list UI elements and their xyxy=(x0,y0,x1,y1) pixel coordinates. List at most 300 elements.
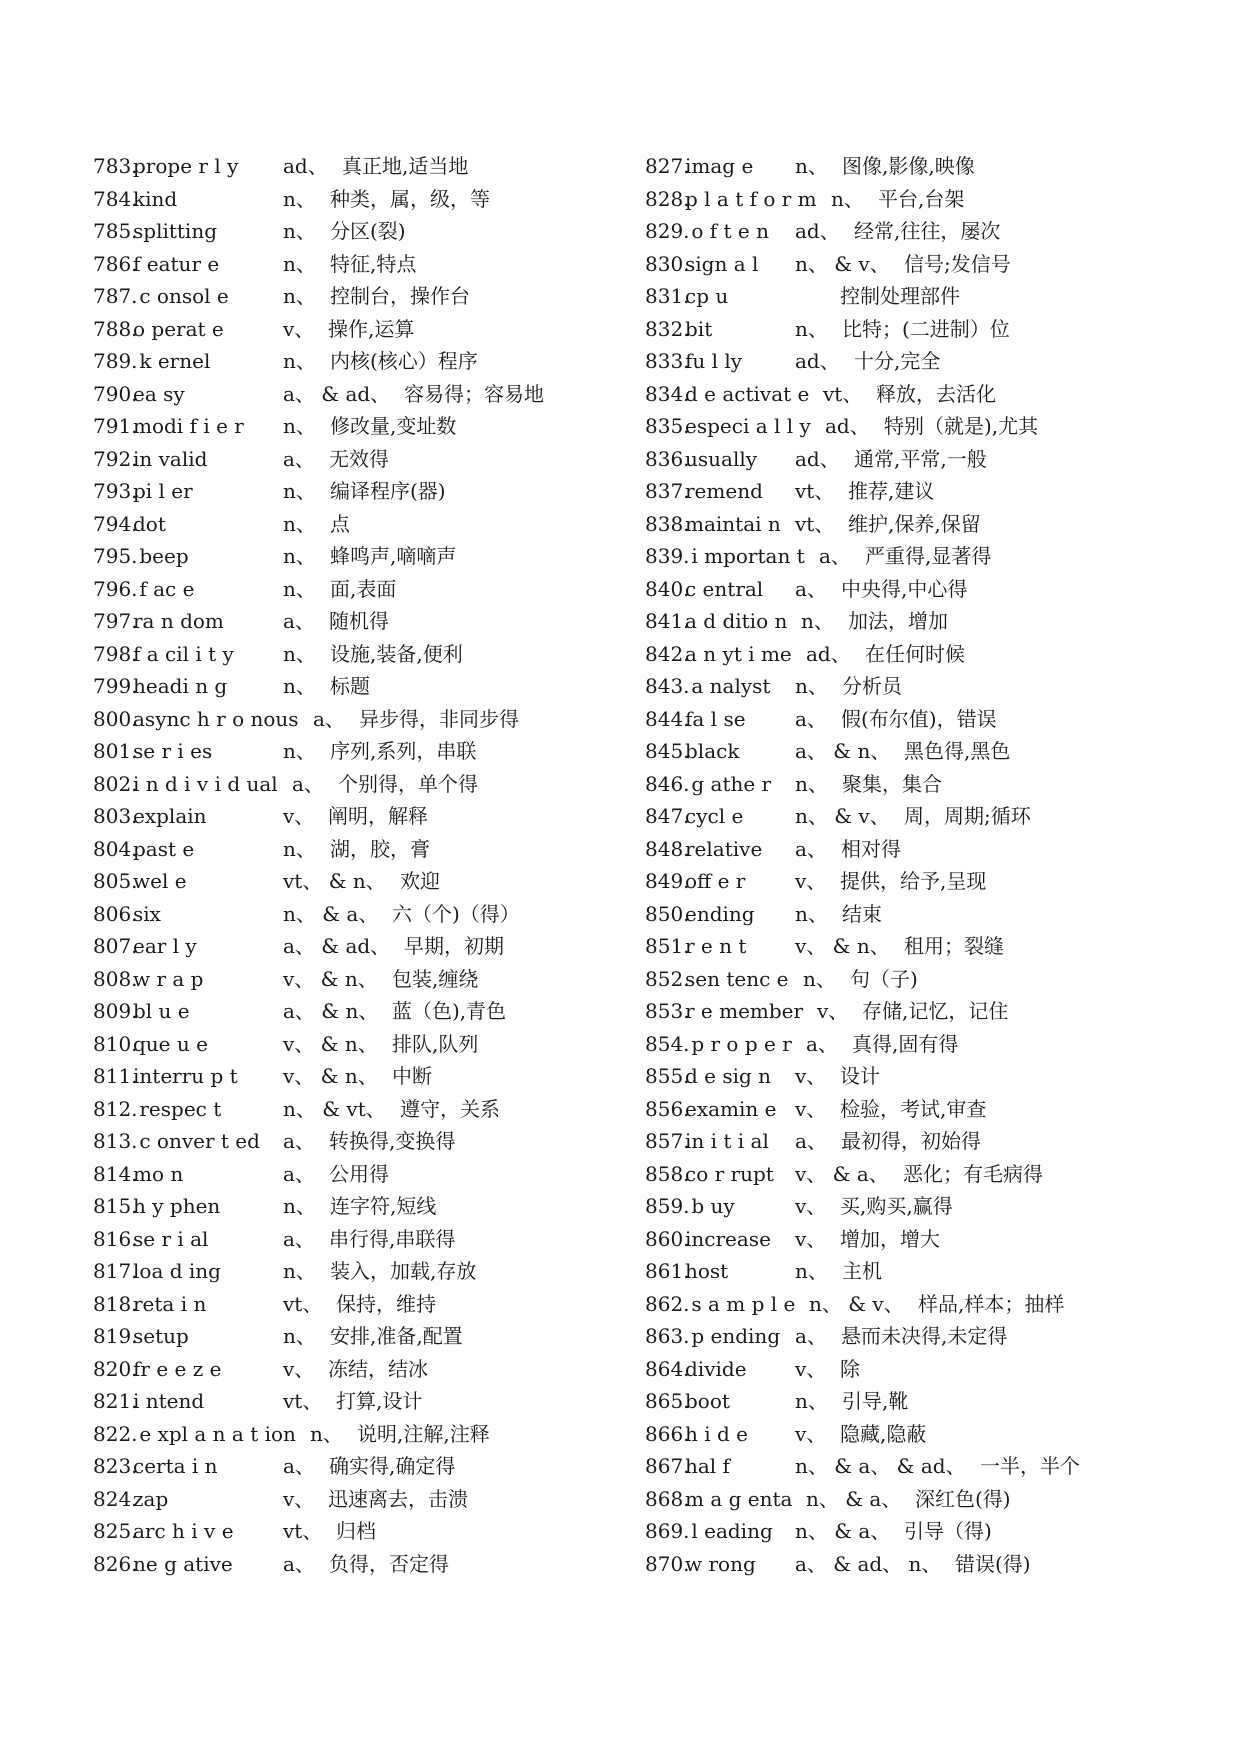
vocabulary-entry xyxy=(93,1418,633,1451)
vocabulary-entry xyxy=(645,410,1215,443)
entry-part-of-speech: a、 & n、 xyxy=(795,739,891,763)
entry-part-of-speech: ad、 xyxy=(795,219,840,243)
entry-part-of-speech: v、 xyxy=(795,1064,827,1088)
vocabulary-entry xyxy=(645,280,1215,313)
vocabulary-entry xyxy=(645,1288,1215,1321)
entry-word: in i t i al xyxy=(685,1129,769,1153)
vocabulary-entry xyxy=(645,833,1215,866)
vocabulary-entry xyxy=(93,833,633,866)
entry-number: 829. xyxy=(645,219,690,243)
entry-part-of-speech: a、 xyxy=(795,706,827,731)
entry-word: ne g ative xyxy=(133,1551,233,1576)
entry-part-of-speech: n、 xyxy=(283,349,316,373)
vocabulary-entry xyxy=(645,573,1215,606)
entry-number: 858. xyxy=(645,1161,690,1186)
entry-number: 834. xyxy=(645,381,690,406)
entry-number: 842. xyxy=(645,641,690,666)
entry-number: 790. xyxy=(93,381,138,406)
entry-part-of-speech: n、 xyxy=(283,511,316,536)
entry-meaning: 湖，胶，膏 xyxy=(330,836,430,861)
entry-number: 796. xyxy=(93,576,138,601)
entry-meaning: 图像,影像,映像 xyxy=(842,154,975,178)
entry-word: a n yt i me xyxy=(685,641,792,666)
entry-word: in valid xyxy=(133,446,208,471)
entry-meaning: 安排,准备,配置 xyxy=(330,1324,463,1348)
vocabulary-entry xyxy=(93,1125,633,1158)
entry-number: 809. xyxy=(93,999,138,1023)
entry-part-of-speech: n、 xyxy=(795,771,828,796)
entry-word: o perat e xyxy=(133,316,224,341)
vocabulary-entry xyxy=(93,150,633,183)
vocabulary-entry xyxy=(645,345,1215,378)
entry-part-of-speech: ad、 xyxy=(795,349,840,373)
vocabulary-entry xyxy=(645,638,1215,671)
entry-number: 860. xyxy=(645,1226,690,1251)
vocabulary-entry xyxy=(645,1060,1215,1093)
entry-meaning: 阐明，解释 xyxy=(328,804,428,828)
entry-number: 846. xyxy=(645,771,690,796)
entry-number: 818. xyxy=(93,1291,138,1316)
entry-word: certa i n xyxy=(133,1454,218,1478)
entry-number: 864. xyxy=(645,1356,690,1381)
entry-part-of-speech: v、 xyxy=(795,1421,827,1446)
vocabulary-entry xyxy=(93,1060,633,1093)
entry-meaning: 存储,记忆，记住 xyxy=(862,999,1009,1023)
entry-number: 866. xyxy=(645,1421,690,1446)
entry-word: respec t xyxy=(133,1096,222,1121)
entry-word: explain xyxy=(133,804,207,828)
entry-word: p l a t f o r m xyxy=(685,186,817,211)
entry-part-of-speech: a、 xyxy=(283,1551,315,1576)
entry-word: p ending xyxy=(685,1324,781,1348)
entry-word: ending xyxy=(685,901,755,926)
entry-part-of-speech: ad、 xyxy=(795,446,840,471)
entry-meaning: 设施,装备,便利 xyxy=(330,641,463,666)
entry-part-of-speech: n、 xyxy=(795,316,828,341)
vocabulary-entry xyxy=(645,1450,1215,1483)
entry-part-of-speech: n、 xyxy=(283,186,316,211)
entry-word: examin e xyxy=(685,1096,777,1121)
vocabulary-entry xyxy=(93,313,633,346)
entry-number: 788. xyxy=(93,316,138,341)
entry-number: 840. xyxy=(645,576,690,601)
entry-meaning: 串行得,串联得 xyxy=(329,1226,456,1251)
entry-meaning: 隐藏,隐蔽 xyxy=(840,1421,927,1446)
entry-part-of-speech: a、 xyxy=(795,1324,827,1348)
entry-number: 802. xyxy=(93,771,138,796)
entry-word: usually xyxy=(685,446,758,471)
entry-part-of-speech: v、 xyxy=(283,1356,315,1381)
entry-part-of-speech: ad、 xyxy=(283,154,328,178)
entry-part-of-speech: v、 & n、 xyxy=(283,966,378,991)
entry-meaning: 聚集，集合 xyxy=(842,771,942,796)
entry-word: f ac e xyxy=(133,576,195,601)
entry-word: setup xyxy=(133,1324,189,1348)
vocabulary-entry xyxy=(645,378,1215,411)
vocabulary-entry xyxy=(93,508,633,541)
entry-meaning: 比特；(二进制）位 xyxy=(842,316,1010,341)
vocabulary-entry xyxy=(93,800,633,833)
entry-part-of-speech: v、 xyxy=(795,1356,827,1381)
entry-word: sign a l xyxy=(685,251,759,276)
entry-part-of-speech: n、 xyxy=(283,1324,316,1348)
entry-part-of-speech: n、 & v、 xyxy=(795,804,890,828)
entry-part-of-speech: v、 xyxy=(283,804,315,828)
entry-meaning: 六（个)（得） xyxy=(392,901,520,926)
entry-meaning: 加法，增加 xyxy=(848,609,948,633)
entry-meaning: 引导,靴 xyxy=(842,1389,909,1413)
vocabulary-entry xyxy=(93,963,633,996)
entry-meaning: 控制台，操作台 xyxy=(330,284,470,308)
entry-meaning: 句（子) xyxy=(850,966,918,991)
vocabulary-entry xyxy=(645,1223,1215,1256)
entry-meaning: 无效得 xyxy=(329,446,389,471)
entry-number: 795. xyxy=(93,544,138,568)
vocabulary-entry xyxy=(645,540,1215,573)
vocabulary-entry xyxy=(93,540,633,573)
entry-part-of-speech: n、 xyxy=(283,414,316,438)
entry-meaning: 结束 xyxy=(842,901,882,926)
vocabulary-entry xyxy=(93,1288,633,1321)
entry-number: 806. xyxy=(93,901,138,926)
entry-number: 849. xyxy=(645,869,690,893)
entry-word: divide xyxy=(685,1356,747,1381)
entry-word: off e r xyxy=(685,869,746,893)
entry-number: 805. xyxy=(93,869,138,893)
entry-word: d e activat e xyxy=(685,381,810,406)
entry-number: 869. xyxy=(645,1519,690,1543)
vocabulary-entry xyxy=(93,1190,633,1223)
entry-meaning: 真正地,适当地 xyxy=(342,154,469,178)
entry-part-of-speech: v、 & n、 xyxy=(283,1064,378,1088)
entry-number: 816. xyxy=(93,1226,138,1251)
entry-word: past e xyxy=(133,836,195,861)
entry-word: maintai n xyxy=(685,511,781,536)
entry-word: bit xyxy=(685,316,713,341)
entry-part-of-speech: a、 xyxy=(795,576,827,601)
entry-part-of-speech: n、 xyxy=(283,836,316,861)
entry-part-of-speech: a、 xyxy=(283,1454,315,1478)
entry-meaning: 设计 xyxy=(840,1064,880,1088)
entry-number: 819. xyxy=(93,1324,138,1348)
entry-meaning: 迅速离去，击溃 xyxy=(328,1486,468,1511)
entry-part-of-speech: vt、 xyxy=(823,381,863,406)
entry-number: 814. xyxy=(93,1161,138,1186)
entry-part-of-speech: n、 xyxy=(795,901,828,926)
entry-number: 843. xyxy=(645,674,690,698)
vocabulary-entry xyxy=(645,313,1215,346)
entry-part-of-speech: n、 xyxy=(283,674,316,698)
entry-part-of-speech: v、 xyxy=(817,999,849,1023)
entry-number: 861. xyxy=(645,1259,690,1283)
vocabulary-entry xyxy=(645,248,1215,281)
entry-number: 789. xyxy=(93,349,138,373)
entry-number: 821. xyxy=(93,1389,138,1413)
entry-number: 851. xyxy=(645,934,690,958)
entry-number: 826. xyxy=(93,1551,138,1576)
entry-part-of-speech: vt、 & n、 xyxy=(283,869,386,893)
entry-part-of-speech: a、 & ad、 n、 xyxy=(795,1551,942,1576)
vocabulary-entry xyxy=(645,1320,1215,1353)
entry-part-of-speech: a、 xyxy=(313,706,345,731)
vocabulary-entry xyxy=(645,930,1215,963)
vocabulary-entry xyxy=(93,248,633,281)
entry-word: k ernel xyxy=(133,349,211,373)
vocabulary-entry xyxy=(645,1353,1215,1386)
entry-part-of-speech: a、 xyxy=(283,1226,315,1251)
entry-word: fa l se xyxy=(685,706,746,731)
entry-word: c onver t ed xyxy=(133,1129,260,1153)
entry-word: f eatur e xyxy=(133,251,220,276)
entry-word: increase xyxy=(685,1226,771,1251)
entry-word: o f t e n xyxy=(685,219,769,243)
entry-part-of-speech: a、 xyxy=(283,1129,315,1153)
entry-part-of-speech: vt、 xyxy=(283,1291,323,1316)
entry-meaning: 随机得 xyxy=(329,609,389,633)
entry-meaning: 打算,设计 xyxy=(336,1389,423,1413)
entry-number: 870. xyxy=(645,1551,690,1576)
entry-number: 797. xyxy=(93,609,138,633)
vocabulary-entry xyxy=(645,768,1215,801)
entry-part-of-speech: v、 & a、 xyxy=(795,1161,889,1186)
vocabulary-entry xyxy=(93,703,633,736)
entry-meaning: 修改量,变址数 xyxy=(330,414,457,438)
entry-part-of-speech: vt、 xyxy=(795,511,835,536)
entry-word: que u e xyxy=(133,1031,208,1056)
entry-meaning: 平台,台架 xyxy=(878,186,965,211)
entry-meaning: 点 xyxy=(330,511,350,536)
entry-meaning: 悬而未决得,未定得 xyxy=(841,1324,1008,1348)
entry-word: s a m p l e xyxy=(685,1291,796,1316)
entry-number: 863. xyxy=(645,1324,690,1348)
entry-part-of-speech: vt、 xyxy=(283,1519,323,1543)
entry-part-of-speech: a、 xyxy=(795,836,827,861)
entry-word: pi l er xyxy=(133,479,193,503)
vocabulary-entry xyxy=(93,378,633,411)
vocabulary-entry xyxy=(645,215,1215,248)
vocabulary-entry xyxy=(645,800,1215,833)
entry-part-of-speech: n、 xyxy=(283,1194,316,1218)
vocabulary-entry xyxy=(645,605,1215,638)
entry-number: 824. xyxy=(93,1486,138,1511)
entry-part-of-speech: n、 & a、 xyxy=(795,1519,891,1543)
entry-word: h i d e xyxy=(685,1421,748,1446)
entry-part-of-speech: n、 xyxy=(795,674,828,698)
vocabulary-entry xyxy=(93,1255,633,1288)
entry-part-of-speech: n、 & v、 xyxy=(809,1291,904,1316)
entry-word: cp u xyxy=(685,284,729,308)
entry-part-of-speech: n、 & v、 xyxy=(795,251,890,276)
vocabulary-entry xyxy=(93,1385,633,1418)
vocabulary-entry xyxy=(645,1255,1215,1288)
entry-meaning: 样品,样本；抽样 xyxy=(918,1291,1065,1316)
entry-meaning: 经常,往往，屡次 xyxy=(854,219,1001,243)
entry-number: 844. xyxy=(645,706,690,731)
vocabulary-entry xyxy=(645,963,1215,996)
entry-meaning: 中断 xyxy=(392,1064,432,1088)
entry-meaning: 早期，初期 xyxy=(404,934,504,958)
entry-number: 848. xyxy=(645,836,690,861)
entry-number: 807. xyxy=(93,934,138,958)
entry-number: 815. xyxy=(93,1194,138,1218)
entry-word: i n d i v i d ual xyxy=(133,771,278,796)
entry-part-of-speech: n、 xyxy=(283,576,316,601)
entry-number: 784. xyxy=(93,186,138,211)
entry-meaning: 保持，维持 xyxy=(336,1291,436,1316)
entry-meaning: 除 xyxy=(840,1356,860,1381)
entry-meaning: 信号;发信号 xyxy=(904,251,1011,276)
entry-word: host xyxy=(685,1259,729,1283)
entry-part-of-speech: a、 xyxy=(283,609,315,633)
entry-number: 810. xyxy=(93,1031,138,1056)
entry-word: c entral xyxy=(685,576,764,601)
entry-word: headi n g xyxy=(133,674,228,698)
entry-word: imag e xyxy=(685,154,754,178)
entry-meaning: 归档 xyxy=(336,1519,376,1543)
entry-part-of-speech: v、 & n、 xyxy=(283,1031,378,1056)
entry-number: 868. xyxy=(645,1486,690,1511)
vocabulary-entry xyxy=(645,508,1215,541)
entry-meaning: 负得，否定得 xyxy=(329,1551,449,1576)
entry-meaning: 特征,特点 xyxy=(330,251,417,276)
vocabulary-entry xyxy=(645,475,1215,508)
entry-number: 822. xyxy=(93,1421,138,1446)
entry-number: 787. xyxy=(93,284,138,308)
entry-number: 800. xyxy=(93,706,138,731)
entry-word: interru p t xyxy=(133,1064,238,1088)
entry-number: 794. xyxy=(93,511,138,536)
entry-word: kind xyxy=(133,186,178,211)
entry-number: 832. xyxy=(645,316,690,341)
entry-number: 793. xyxy=(93,479,138,503)
entry-meaning: 冻结，结冰 xyxy=(328,1356,428,1381)
vocabulary-entry xyxy=(93,1548,633,1581)
entry-meaning: 买,购买,赢得 xyxy=(840,1194,953,1218)
entry-meaning: 在任何时候 xyxy=(865,641,965,666)
entry-meaning: 遵守，关系 xyxy=(400,1096,500,1121)
entry-part-of-speech: a、 xyxy=(283,1161,315,1186)
entry-number: 813. xyxy=(93,1129,138,1153)
entry-number: 867. xyxy=(645,1454,690,1478)
entry-meaning: 深红色(得) xyxy=(915,1486,1011,1511)
entry-part-of-speech: a、 xyxy=(283,446,315,471)
vocabulary-entry xyxy=(645,703,1215,736)
entry-meaning: 标题 xyxy=(330,674,370,698)
vocabulary-entry xyxy=(93,1450,633,1483)
entry-number: 827. xyxy=(645,154,690,178)
vocabulary-entry xyxy=(93,215,633,248)
entry-part-of-speech: n、 & vt、 xyxy=(283,1096,386,1121)
entry-number: 811. xyxy=(93,1064,138,1088)
entry-part-of-speech: v、 xyxy=(795,1226,827,1251)
entry-meaning: 排队,队列 xyxy=(392,1031,479,1056)
vocabulary-entry xyxy=(93,638,633,671)
entry-meaning: 操作,运算 xyxy=(328,316,415,341)
entry-word: e xpl a n a t ion xyxy=(133,1421,296,1446)
entry-word: bl u e xyxy=(133,999,190,1023)
entry-number: 830. xyxy=(645,251,690,276)
entry-meaning: 容易得；容易地 xyxy=(404,381,544,406)
vocabulary-entry xyxy=(645,670,1215,703)
entry-meaning: 编译程序(器) xyxy=(330,479,446,503)
vocabulary-entry xyxy=(645,1483,1215,1516)
entry-meaning: 错误(得) xyxy=(955,1551,1031,1576)
entry-word: m a g enta xyxy=(685,1486,793,1511)
entry-word: prope r l y xyxy=(133,154,239,178)
entry-meaning: 连字符,短线 xyxy=(330,1194,437,1218)
entry-meaning: 种类，属，级，等 xyxy=(330,186,490,211)
vocabulary-entry xyxy=(93,1093,633,1126)
entry-word: p r o p e r xyxy=(685,1031,792,1056)
entry-number: 859. xyxy=(645,1194,690,1218)
entry-meaning: 假(布尔值)，错误 xyxy=(841,706,997,731)
entry-number: 853. xyxy=(645,999,690,1023)
entry-meaning: 确实得,确定得 xyxy=(329,1454,456,1478)
entry-word: ra n dom xyxy=(133,609,224,633)
vocabulary-entry xyxy=(93,930,633,963)
vocabulary-entry xyxy=(645,1548,1215,1581)
vocabulary-entry xyxy=(93,1028,633,1061)
entry-part-of-speech: a、 & ad、 xyxy=(283,381,391,406)
entry-word: i mportan t xyxy=(685,544,805,568)
entry-word: b uy xyxy=(685,1194,735,1218)
entry-word: w r a p xyxy=(133,966,204,991)
entry-number: 856. xyxy=(645,1096,690,1121)
entry-word: splitting xyxy=(133,219,218,243)
entry-meaning: 分区(裂) xyxy=(330,219,406,243)
entry-part-of-speech: n、 xyxy=(795,1259,828,1283)
entry-word: dot xyxy=(133,511,166,536)
vocabulary-entry xyxy=(93,670,633,703)
entry-word: g athe r xyxy=(685,771,772,796)
vocabulary-entry xyxy=(93,605,633,638)
entry-number: 803. xyxy=(93,804,138,828)
entry-word: zap xyxy=(133,1486,169,1511)
entry-number: 857. xyxy=(645,1129,690,1153)
entry-part-of-speech: n、 xyxy=(283,641,316,666)
entry-meaning: 主机 xyxy=(842,1259,882,1283)
vocabulary-entry xyxy=(93,345,633,378)
entry-meaning: 内核(核心）程序 xyxy=(330,349,478,373)
entry-part-of-speech: a、 xyxy=(795,1129,827,1153)
vocabulary-entry xyxy=(93,573,633,606)
entry-part-of-speech: v、 xyxy=(795,1096,827,1121)
entry-word: f a cil i t y xyxy=(133,641,234,666)
entry-number: 828. xyxy=(645,186,690,211)
vocabulary-entry xyxy=(93,768,633,801)
vocabulary-entry xyxy=(645,898,1215,931)
entry-number: 831. xyxy=(645,284,690,308)
vocabulary-entry xyxy=(645,150,1215,183)
entry-meaning: 增加，增大 xyxy=(840,1226,940,1251)
entry-meaning: 释放，去活化 xyxy=(876,381,996,406)
entry-part-of-speech: n、 xyxy=(831,186,864,211)
entry-number: 836. xyxy=(645,446,690,471)
vocabulary-entry xyxy=(645,995,1215,1028)
entry-part-of-speech: a、 xyxy=(292,771,324,796)
entry-word: w rong xyxy=(685,1551,756,1576)
vocabulary-entry xyxy=(645,443,1215,476)
entry-part-of-speech: n、 & a、 xyxy=(283,901,379,926)
entry-word: black xyxy=(685,739,740,763)
entry-meaning: 引导（得) xyxy=(904,1519,992,1543)
entry-part-of-speech: n、 xyxy=(283,219,316,243)
entry-part-of-speech: vt、 xyxy=(283,1389,323,1413)
entry-part-of-speech: n、 & a、 & ad、 xyxy=(795,1454,966,1478)
entry-part-of-speech: v、 xyxy=(795,869,827,893)
entry-word: boot xyxy=(685,1389,730,1413)
entry-part-of-speech: ad、 xyxy=(825,414,870,438)
